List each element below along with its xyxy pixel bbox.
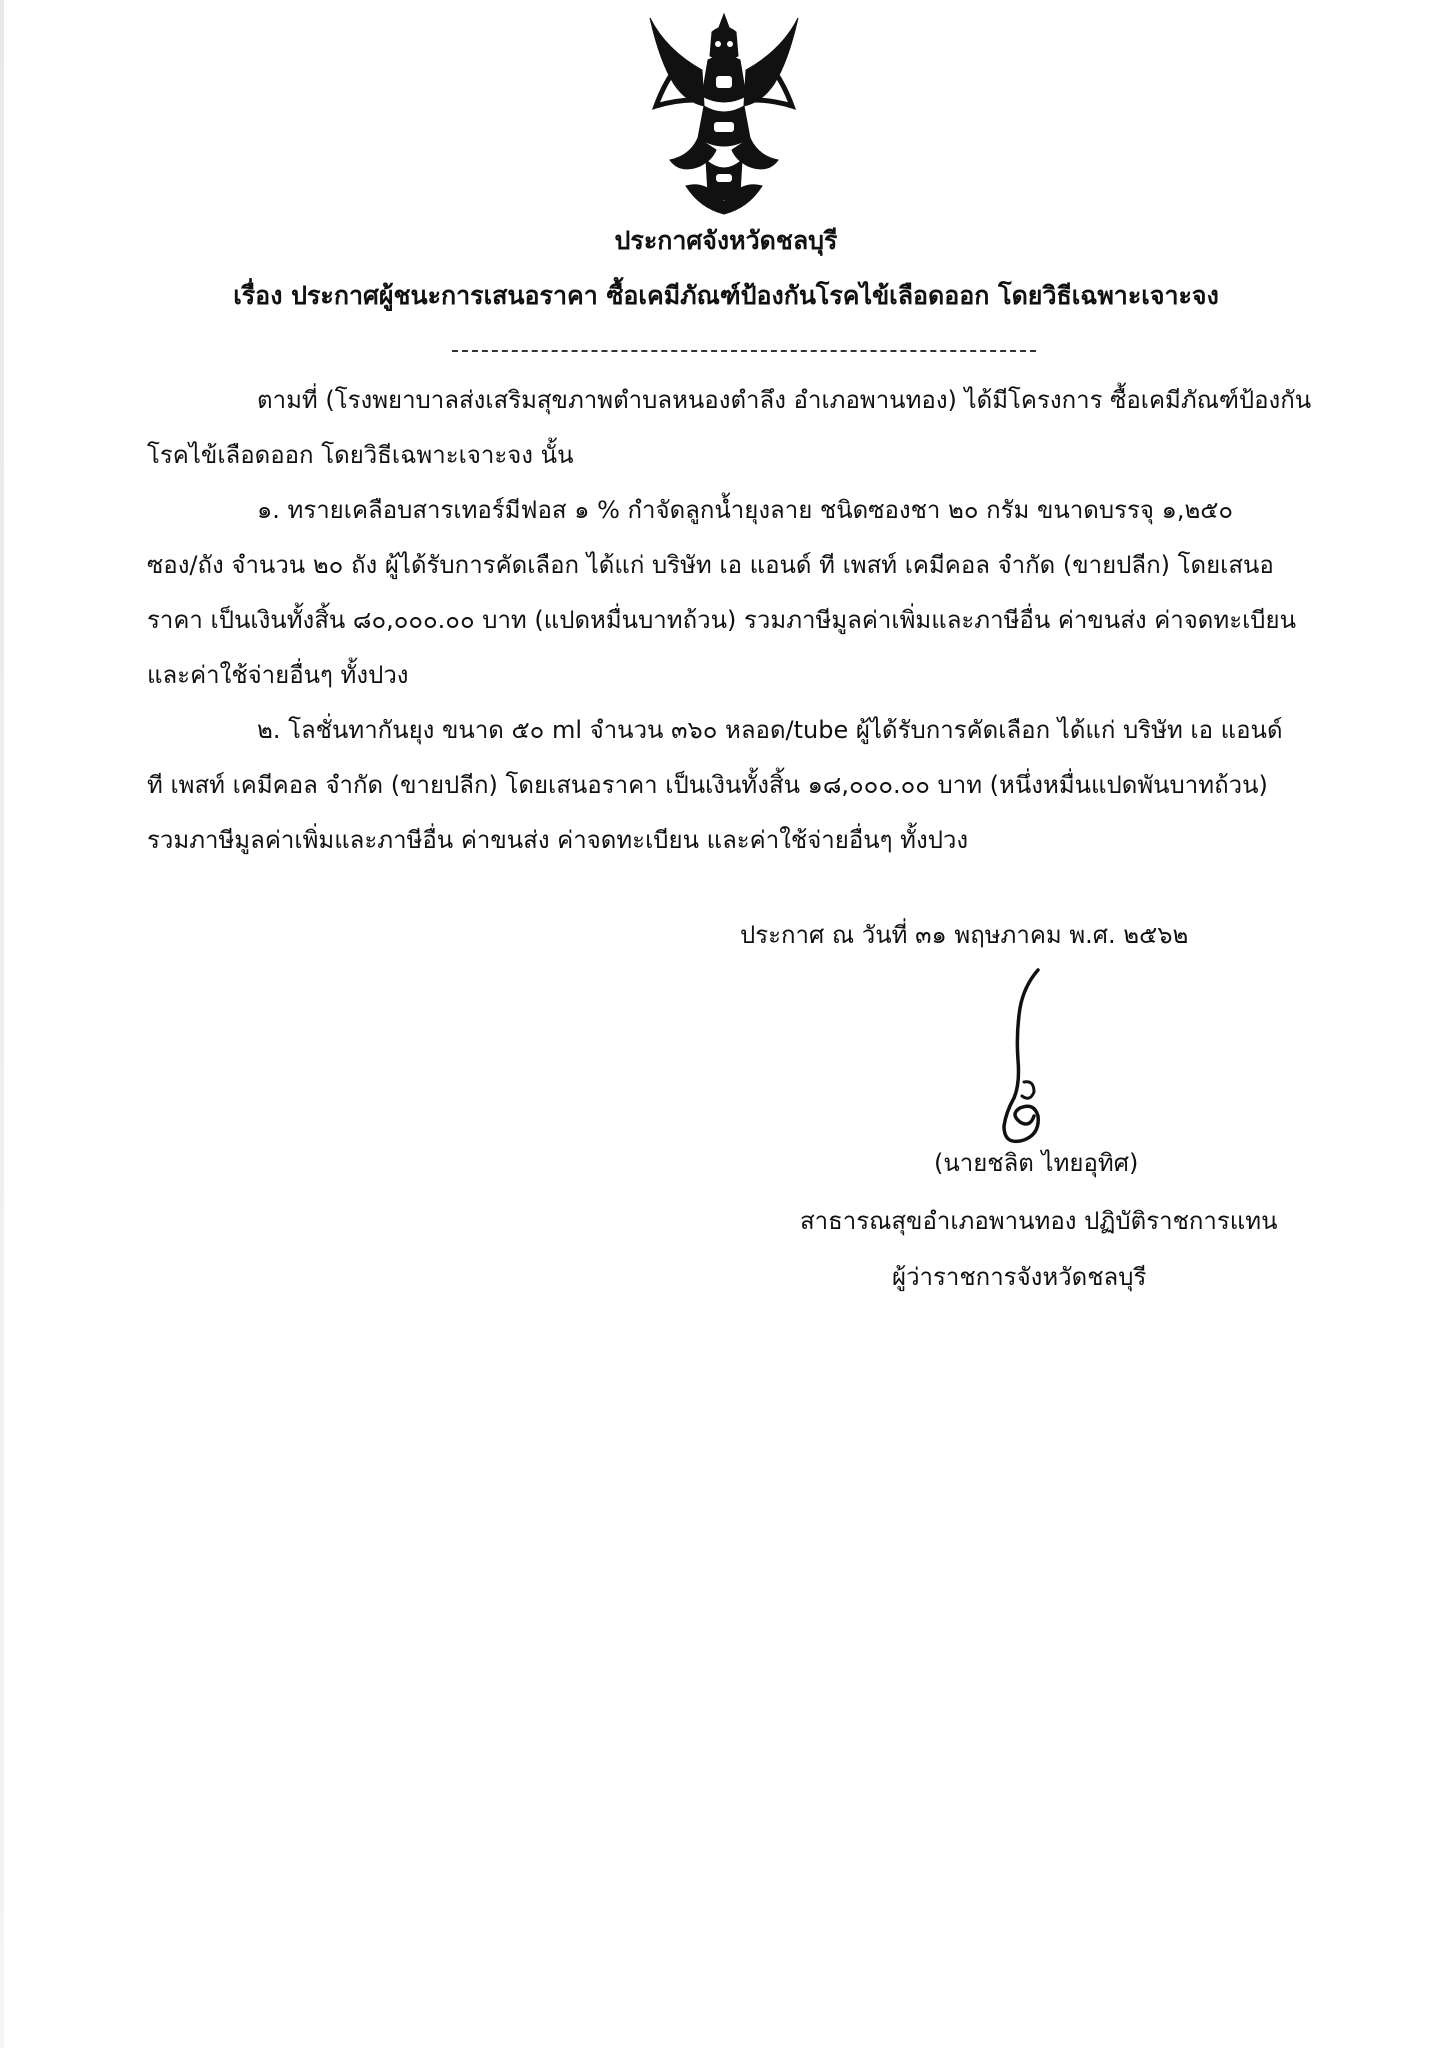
- document-subject: เรื่อง ประกาศผู้ชนะการเสนอราคา ซื้อเคมีภัณฑ์ป้องกันโรคไข้เลือดออก โดยวิธีเฉพาะเจาะจง: [233, 281, 1219, 310]
- signer-position: สาธารณสุขอำเภอพานทอง ปฏิบัติราชการแทน: [800, 1207, 1278, 1235]
- garuda-emblem-icon: [646, 10, 802, 216]
- item1-line-3: ราคา เป็นเงินทั้งสิ้น ๘๐,๐๐๐.๐๐ บาท (แปดหมื่นบาทถ้วน) รวมภาษีมูลค่าเพิ่มและภาษีอื่น ค่าขนส่ง ค่าจดทะเบียน: [147, 606, 1296, 634]
- title-divider: [452, 350, 1036, 352]
- handwritten-signature: [990, 962, 1060, 1152]
- document-title: ประกาศจังหวัดชลบุรี: [614, 226, 838, 255]
- item1-line-2: ซอง/ถัง จำนวน ๒๐ ถัง ผู้ได้รับการคัดเลือก ได้แก่ บริษัท เอ แอนด์ ที เพสท์ เคมีคอล จำกัด (ขายปลีก) โดยเสนอ: [147, 551, 1274, 579]
- item2-line-1: ๒. โลชั่นทากันยุง ขนาด ๕๐ ml จำนวน ๓๖๐ หลอด/tube ผู้ได้รับการคัดเลือก ได้แก่ บริษัท เอ แอนด์: [257, 716, 1283, 744]
- item1-line-4: และค่าใช้จ่ายอื่นๆ ทั้งปวง: [147, 661, 409, 689]
- signer-authority: ผู้ว่าราชการจังหวัดชลบุรี: [892, 1263, 1147, 1291]
- item2-line-2: ที เพสท์ เคมีคอล จำกัด (ขายปลีก) โดยเสนอราคา เป็นเงินทั้งสิ้น ๑๘,๐๐๐.๐๐ บาท (หนึ่งหมื่นแปดพันบาทถ้วน): [147, 771, 1268, 799]
- announcement-date: ประกาศ ณ วันที่ ๓๑ พฤษภาคม พ.ศ. ๒๕๖๒: [740, 921, 1189, 949]
- item1-line-1: ๑. ทรายเคลือบสารเทอร์มีฟอส ๑ % กำจัดลูกน้ำยุงลาย ชนิดซองชา ๒๐ กรัม ขนาดบรรจุ ๑,๒๕๐: [257, 496, 1234, 524]
- body-intro-line-1: ตามที่ (โรงพยาบาลส่งเสริมสุขภาพตำบลหนองตำลึง อำเภอพานทอง) ได้มีโครงการ ซื้อเคมีภัณฑ์ป้องกัน: [257, 386, 1312, 414]
- signer-name: (นายชลิต ไทยอุทิศ): [934, 1149, 1139, 1177]
- body-intro-line-2: โรคไข้เลือดออก โดยวิธีเฉพาะเจาะจง นั้น: [147, 441, 574, 469]
- item2-line-3: รวมภาษีมูลค่าเพิ่มและภาษีอื่น ค่าขนส่ง ค่าจดทะเบียน และค่าใช้จ่ายอื่นๆ ทั้งปวง: [147, 826, 969, 854]
